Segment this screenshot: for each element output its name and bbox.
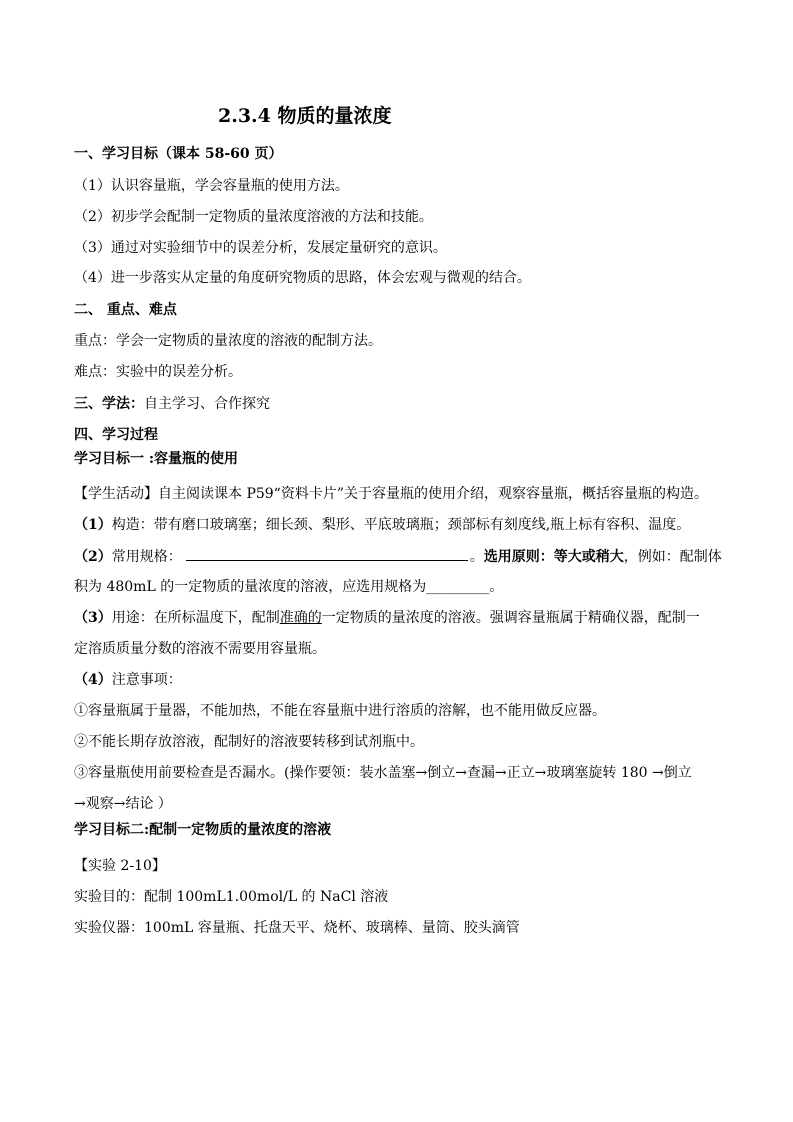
section2-heading: 二、 重点、难点	[74, 302, 177, 318]
note-item: ③容量瓶使用前要检查是否漏水。(操作要领：装水盖塞→倒立→查漏→正立→玻璃塞旋转 180 →倒立	[74, 765, 692, 781]
notes-text: 注意事项：	[111, 672, 182, 688]
section3-heading: 三、学法：	[74, 396, 144, 412]
spec-example: ，例如：配制体	[623, 549, 722, 565]
spec-line	[74, 546, 722, 567]
difficulty: 难点：实验中的误差分析。	[74, 364, 242, 380]
student-activity: 【学生活动】自主阅读课本 P59“资料卡片”关于容量瓶的使用介绍，观察容量瓶，概括容量瓶的构造。	[74, 486, 708, 502]
use-line2: 定溶质质量分数的溶液不需要用容量瓶。	[74, 641, 326, 657]
key-point: 重点：学会一定物质的量浓度的溶液的配制方法。	[74, 333, 382, 349]
notes-line	[74, 670, 182, 690]
use-text1: 用途：在所标温度下，配制	[111, 610, 280, 626]
notes-label: （4）	[74, 672, 112, 688]
structure-text: 构造：带有磨口玻璃塞；细长颈、梨形、平底玻璃瓶；颈部标有刻度线,瓶上标有容积、温度。	[111, 517, 691, 533]
objective-item: （1）认识容量瓶，学会容量瓶的使用方法。	[74, 178, 349, 194]
note-item: ②不能长期存放溶液，配制好的溶液要转移到试剂瓶中。	[74, 734, 424, 750]
selection-principle: 选用原则：等大或稍大	[483, 549, 624, 565]
spec-label: （2）	[74, 549, 112, 565]
experiment-label: 【实验 2-10】	[74, 858, 166, 874]
objective-item: （3）通过对实验细节中的误差分析，发展定量研究的意识。	[74, 240, 447, 256]
spec-fill-blank[interactable]	[186, 546, 468, 561]
note-item: ①容量瓶属于量器，不能加热，不能在容量瓶中进行溶质的溶解，也不能用做反应器。	[74, 703, 606, 719]
experiment-purpose: 实验目的：配制 100mL1.00mol/L 的 NaCl 溶液	[74, 889, 389, 905]
use-text2: 一定物质的量浓度的溶液。强调容量瓶属于精确仪器，配制一	[321, 610, 700, 626]
note-item-continued: →观察→结论 ）	[74, 796, 172, 812]
structure-line	[74, 515, 690, 535]
goal1-heading: 学习目标一 :容量瓶的使用	[74, 451, 239, 467]
section3-line	[74, 394, 270, 414]
page-title: 2.3.4 物质的量浓度	[218, 105, 392, 127]
section3-text: 自主学习、合作探究	[144, 396, 270, 412]
section1-heading: 一、学习目标（课本 58-60 页）	[74, 146, 283, 162]
goal2-heading: 学习目标二:配制一定物质的量浓度的溶液	[74, 822, 332, 838]
spec-after: 。	[469, 549, 484, 565]
use-line	[74, 608, 700, 628]
spec-line2: 积为 480mL 的一定物质的量浓度的溶液，应选用规格为_________。	[74, 579, 504, 595]
experiment-instruments: 实验仪器：100mL 容量瓶、托盘天平、烧杯、玻璃棒、量筒、胶头滴管	[74, 920, 520, 936]
structure-label: （1）	[74, 517, 112, 533]
use-underline: 准确的	[279, 610, 322, 626]
objective-item: （4）进一步落实从定量的角度研究物质的思路，体会宏观与微观的结合。	[74, 270, 531, 286]
objective-item: （2）初步学会配制一定物质的量浓度溶液的方法和技能。	[74, 209, 433, 225]
use-label: （3）	[74, 610, 112, 626]
spec-text: 常用规格：	[111, 549, 182, 565]
section4-heading: 四、学习过程	[74, 427, 158, 443]
